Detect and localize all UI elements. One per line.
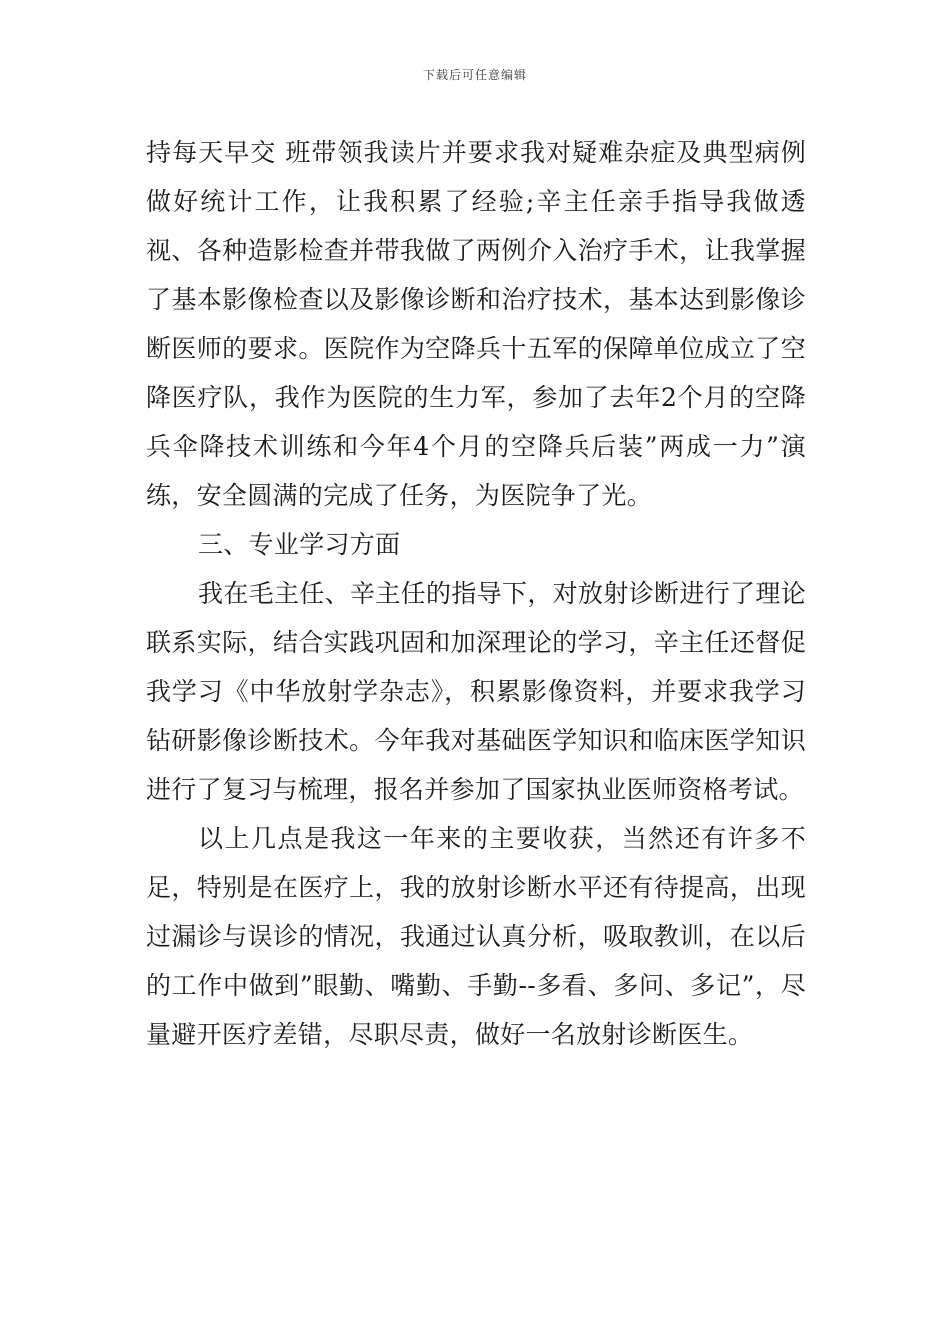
document-body <box>146 128 806 1059</box>
paragraph-summary: 以上几点是我这一年来的主要收获，当然还有许多不足，特别是在医疗上，我的放射诊断水平还有待提高，出现过漏诊与误诊的情况，我通过认真分析，吸取教训，在以后的工作中做到”眼勤、嘴勤、手勤--多看、多问、多记”，尽量避开医疗差错，尽职尽责，做好一名放射诊断医生。 <box>146 824 806 1049</box>
page-header: 下载后可任意编辑 <box>422 68 527 82</box>
section-heading: 三、专业学习方面 <box>198 530 401 559</box>
paragraph-study: 我在毛主任、辛主任的指导下，对放射诊断进行了理论联系实际，结合实践巩固和加深理论的学习，辛主任还督促我学习《中华放射学杂志》，积累影像资料，并要求我学习钻研影像诊断技术。今年我对基础医学知识和临床医学知识进行了复习与梳理，报名并参加了国家执业医师资格考试。 <box>146 579 806 804</box>
paragraph-continuation: 持每天早交 班带领我读片并要求我对疑难杂症及典型病例做好统计工作，让我积累了经验;辛主任亲手指导我做透视、各种造影检查并带我做了两例介入治疗手术，让我掌握了基本影像检查以及影像诊断和治疗技术，基本达到影像诊断医师的要求。医院作为空降兵十五军的保障单位成立了空降医疗队，我作为医院的生力军，参加了去年2个月的空降兵伞降技术训练和今年4个月的空降兵后装”两成一力”演练，安全圆满的完成了任务，为医院争了光。 <box>146 138 806 510</box>
